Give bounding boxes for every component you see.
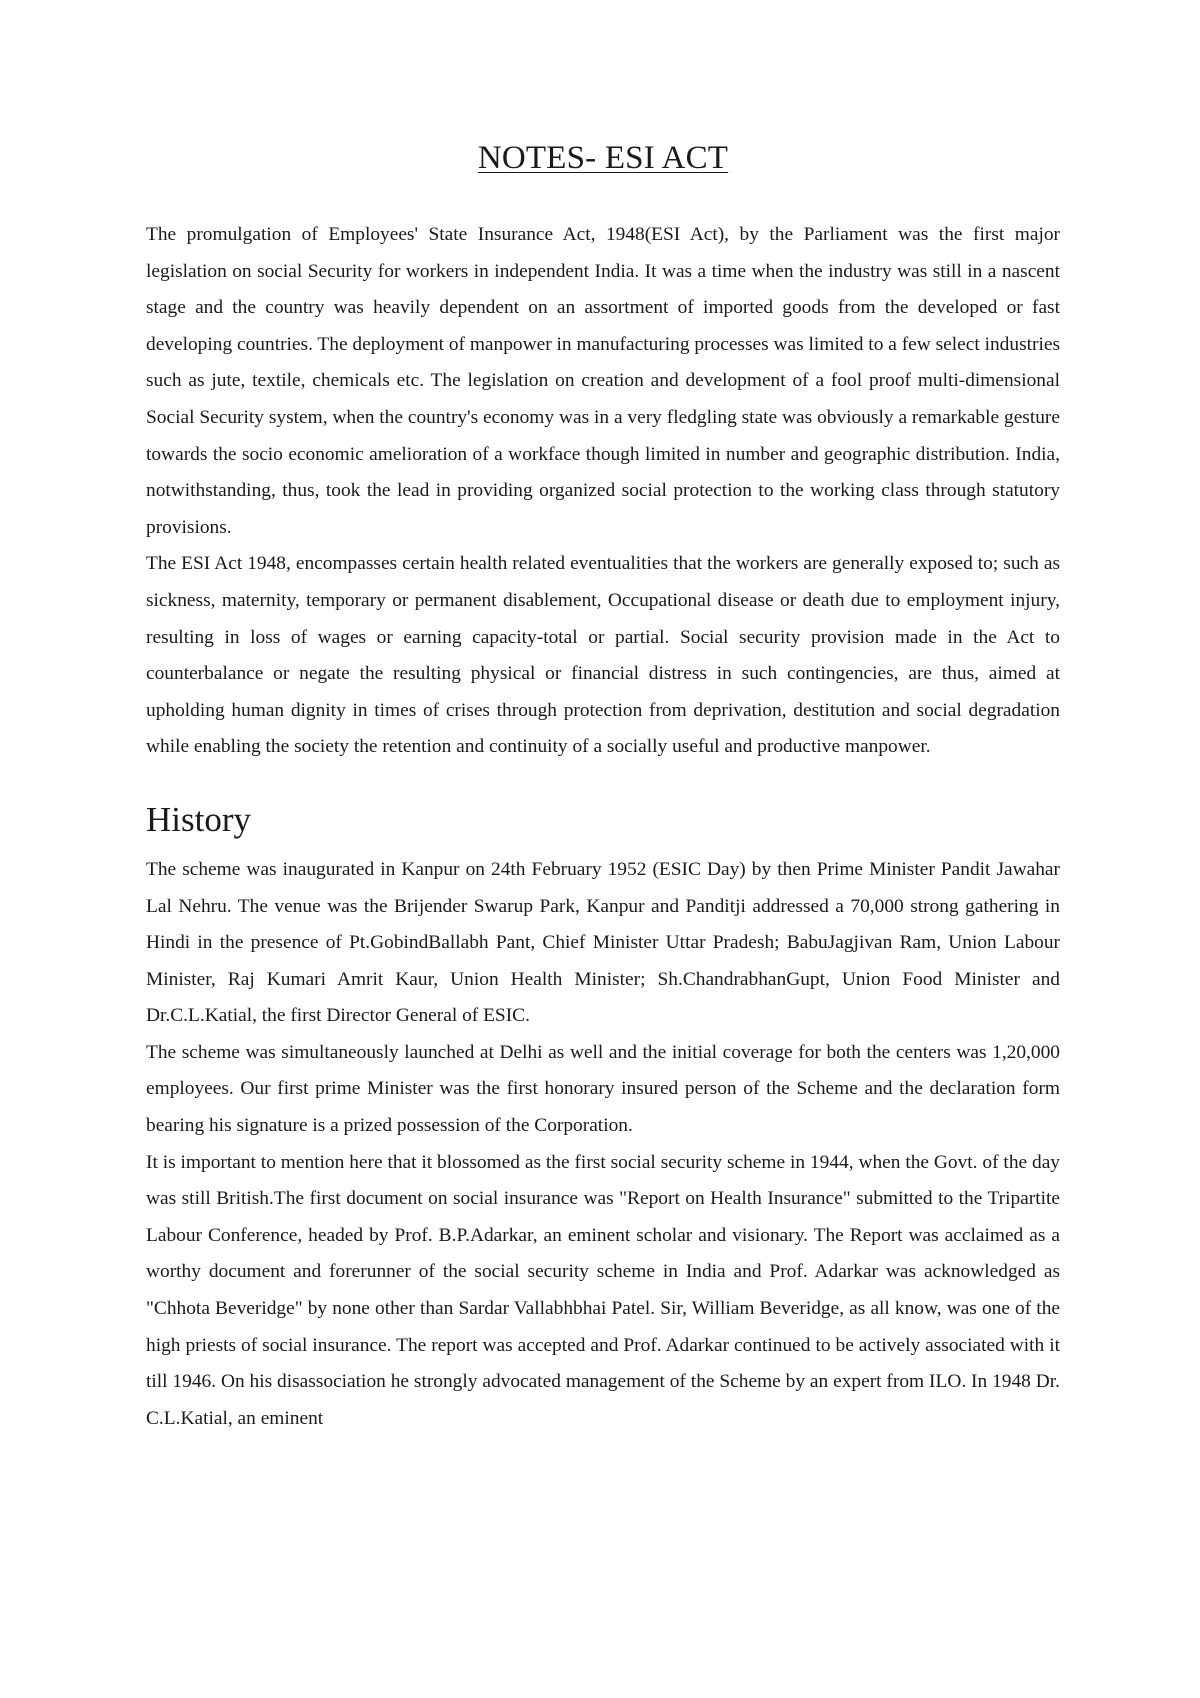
history-paragraph-3: It is important to mention here that it blossomed as the first social security scheme in 1944, when the Govt. of the day was still British.The first document on social insurance was "Report on Health Insurance" submitted to the Tripartite Labour Conference, headed by Prof. B.P.Adarkar, an eminent scholar and visionary. The Report was acclaimed as a worthy document and forerunner of the social security scheme in India and Prof. Adarkar was acknowledged as "Chhota Beveridge" by none other than Sardar Vallabhbhai Patel. Sir, William Beveridge, as all know, was one of the high priests of social insurance. The report was accepted and Prof. Adarkar continued to be actively associated with it till 1946. On his disassociation he strongly advocated management of the Scheme by an expert from ILO. In 1948 Dr. C.L.Katial, an eminent [146, 1151, 1060, 1429]
history-paragraph-2: The scheme was simultaneously launched at Delhi as well and the initial coverage for both the centers was 1,20,000 employees. Our first prime Minister was the first honorary insured person of the Scheme and the declaration form bearing his signature is a prized possession of the Corporation. [146, 1041, 1060, 1137]
history-heading: History [146, 799, 251, 839]
intro-paragraph-2: The ESI Act 1948, encompasses certain health related eventualities that the workers are generally exposed to; such as sickness, maternity, temporary or permanent disablement, Occupational disease or death due to employment injury, resulting in loss of wages or earning capacity-total or partial. Social security provision made in the Act to counterbalance or negate the resulting physical or financial distress in such contingencies, are thus, aimed at upholding human dignity in times of crises through protection from deprivation, destitution and social degradation while enabling the society the retention and continuity of a socially useful and productive manpower. [146, 553, 1060, 758]
document-title: NOTES- ESI ACT [477, 140, 729, 176]
intro-paragraph-1: The promulgation of Employees' State Insurance Act, 1948(ESI Act), by the Parliament was the first major legislation on social Security for workers in independent India. It was a time when the industry was still in a nascent stage and the country was heavily dependent on an assortment of imported goods from the developed or fast developing countries. The deployment of manpower in manufacturing processes was limited to a few select industries such as jute, textile, chemicals etc. The legislation on creation and development of a fool proof multi-dimensional Social Security system, when the country's economy was in a very fledgling state was obviously a remarkable gesture towards the socio economic amelioration of a workface though limited in number and geographic distribution. India, notwithstanding, thus, took the lead in providing organized social protection to the working class through statutory provisions. [146, 224, 1060, 538]
history-paragraph-1: The scheme was inaugurated in Kanpur on 24th February 1952 (ESIC Day) by then Prime Minister Pandit Jawahar Lal Nehru. The venue was the Brijender Swarup Park, Kanpur and Panditji addressed a 70,000 strong gathering in Hindi in the presence of Pt.GobindBallabh Pant, Chief Minister Uttar Pradesh; BabuJagjivan Ram, Union Labour Minister, Raj Kumari Amrit Kaur, Union Health Minister; Sh.ChandrabhanGupt, Union Food Minister and Dr.C.L.Katial, the first Director General of ESIC. [146, 858, 1060, 1027]
document-page [146, 140, 1060, 1437]
